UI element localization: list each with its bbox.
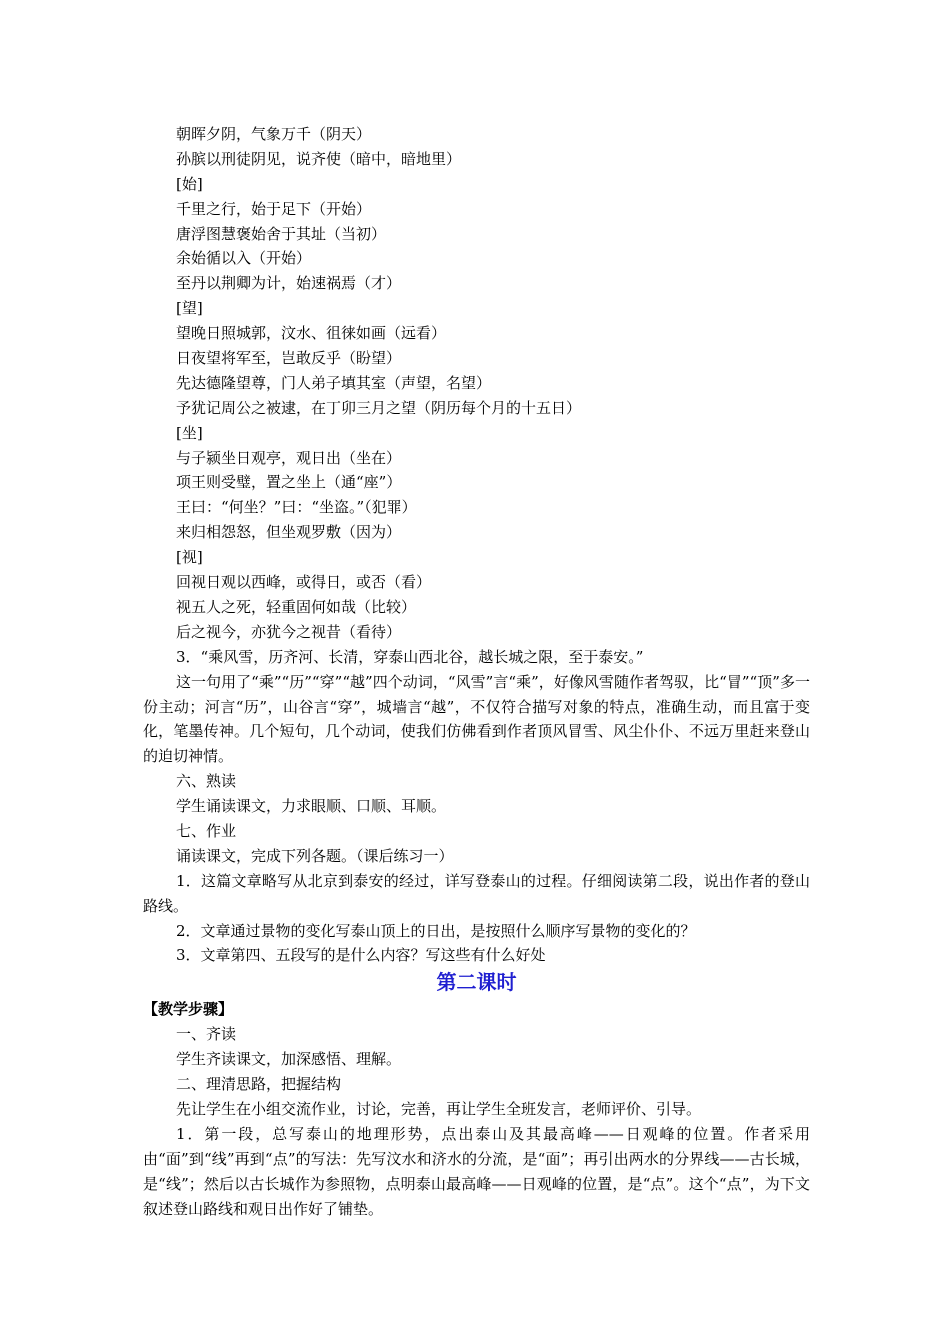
- text-line: 视五人之死，轻重固何如哉（比较）: [176, 597, 417, 616]
- text-line: 回视日观以西峰，或得日，或否（看）: [176, 573, 432, 592]
- text-line: 学生诵读课文，力求眼顺、口顺、耳顺。: [176, 797, 447, 816]
- steps-list: [143, 769, 810, 869]
- text-line: 予犹记周公之被逮，在丁卯三月之望（阴历每个月的十五日）: [176, 398, 582, 417]
- homework-question-1: 1．这篇文章略写从北京到泰安的经过，详写登泰山的过程。仔细阅读第二段，说出作者的登山路线。: [143, 871, 810, 915]
- text-line: 王曰：“何坐？”曰：“坐盗。”（犯罪）: [176, 498, 417, 517]
- text-line: 3．“乘风雪，历齐河、长清，穿泰山西北谷，越长城之限，至于泰安。”: [176, 647, 644, 666]
- text-line: 二、理清思路，把握结构: [176, 1075, 342, 1094]
- text-line: 3．文章第四、五段写的是什么内容？写这些有什么好处: [176, 946, 546, 965]
- structure-paragraph: 1．第一段，总写泰山的地理形势，点出泰山及其最高峰——日观峰的位置。作者采用由“面”到“线”再到“点”的写法：先写汶水和济水的分流，是“面”；再引出两水的分界线——古长城，是“线”；然后以古长城作为参照物，点明泰山最高峰——日观峰的位置，是“点”。这个“点”，为下文叙述登山路线和观日出作好了铺垫。: [143, 1124, 810, 1218]
- text-line: 千里之行，始于足下（开始）: [176, 199, 372, 218]
- text-line: 一、齐读: [176, 1025, 237, 1044]
- text-line: 孙膑以刑徒阴见，说齐使（暗中，暗地里）: [176, 149, 462, 168]
- text-line: 六、熟读: [176, 772, 237, 791]
- lesson-two-steps: [143, 1022, 810, 1122]
- text-line: 后之视今，亦犹今之视昔（看待）: [176, 622, 402, 641]
- section-label: 【教学步骤】: [143, 1000, 234, 1019]
- text-line: 余始循以入（开始）: [176, 249, 312, 268]
- text-line: [视]: [176, 548, 203, 567]
- analysis-paragraph: 这一句用了“乘”“历”“穿”“越”四个动词，“风雪”言“乘”，好像风雪随作者驾驭，比“冒”“顶”多一份主动；河言“历”，山谷言“穿”，城墙言“越”，不仅符合描写对象的特点，准确生动，而且富于变化，笔墨传神。几个短句，几个动词，使我们仿佛看到作者顶风冒雪、风尘仆仆、不远万里赶来登山的迫切神情。: [143, 672, 810, 766]
- text-line: 七、作业: [176, 822, 237, 840]
- text-line: 2．文章通过景物的变化写泰山顶上的日出，是按照什么顺序写景物的变化的？: [176, 921, 696, 940]
- text-line: 望晚日照城郭，汶水、徂徕如画（远看）: [176, 324, 447, 343]
- text-line: [望]: [176, 299, 203, 318]
- text-line: 日夜望将军至，岂敢反乎（盼望）: [176, 349, 402, 368]
- text-line: 诵读课文，完成下列各题。（课后练习一）: [176, 846, 454, 865]
- text-line: 唐浮图慧褒始舍于其址（当初）: [176, 224, 387, 243]
- text-line: 项王则受璧，置之坐上（通“座”）: [176, 473, 402, 492]
- text-line: 学生齐读课文，加深感悟、理解。: [176, 1050, 402, 1069]
- text-line: 先让学生在小组交流作业，讨论，完善，再让学生全班发言，老师评价、引导。: [176, 1099, 702, 1118]
- document-body: [143, 122, 810, 1221]
- text-line: 与子颍坐日观亭，观日出（坐在）: [176, 448, 402, 467]
- text-line: 至丹以荆卿为计，始速祸焉（才）: [176, 274, 402, 293]
- lesson-heading: 第二课时: [436, 970, 517, 995]
- text-line: [始]: [176, 174, 203, 193]
- text-line: 来归相怨怒，但坐观罗敷（因为）: [176, 523, 402, 542]
- homework-questions: [143, 919, 810, 969]
- text-line: [坐]: [176, 423, 203, 442]
- text-line: 先达德隆望尊，门人弟子填其室（声望，名望）: [176, 373, 492, 392]
- word-meaning-list: [143, 122, 810, 670]
- text-line: 朝晖夕阴，气象万千（阴天）: [176, 125, 372, 143]
